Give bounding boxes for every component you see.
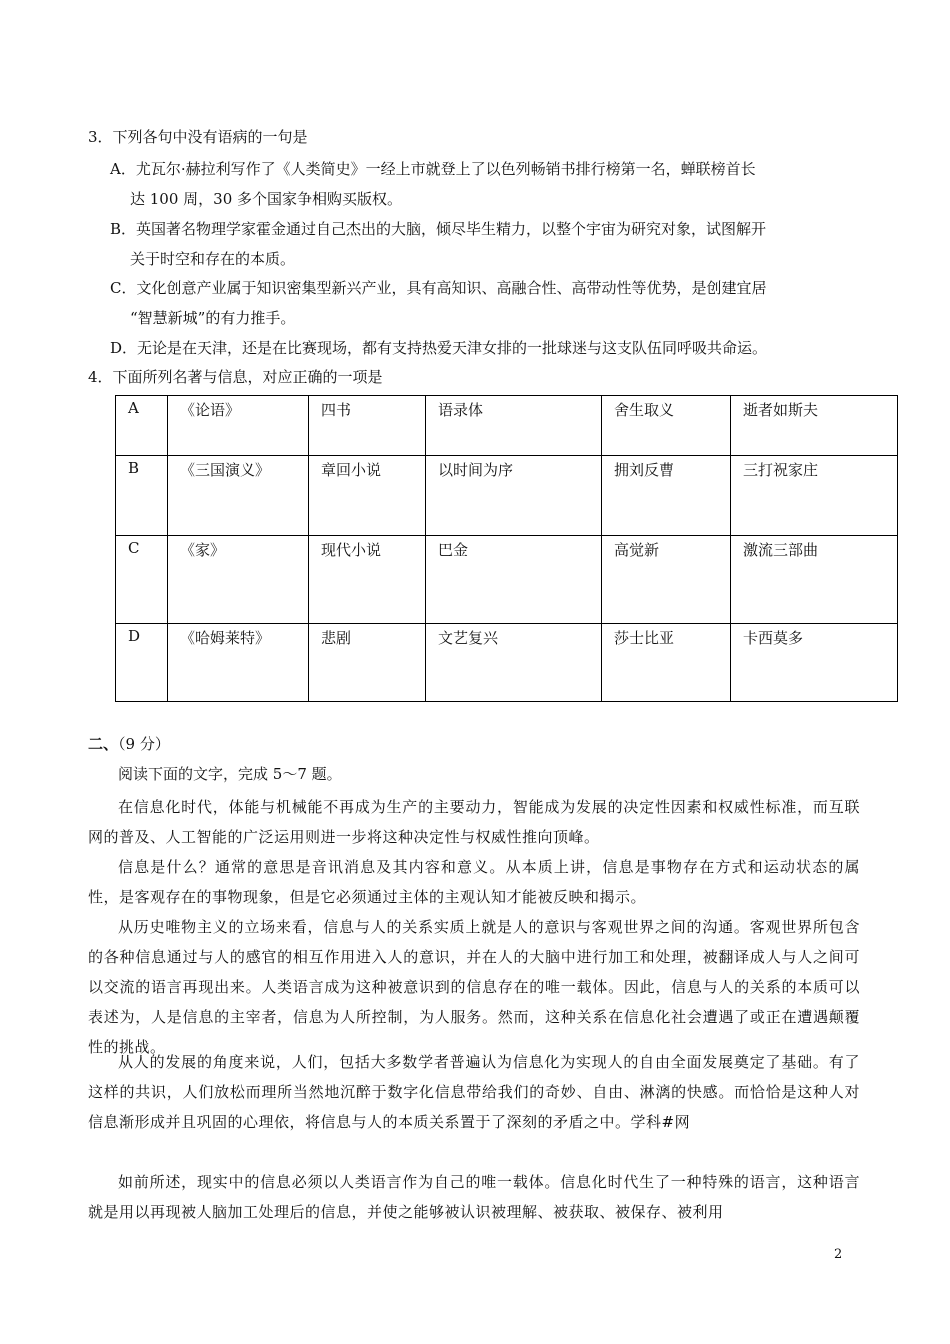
table-cell: 激流三部曲 — [731, 536, 898, 624]
reading-instruction: 阅读下面的文字，完成 5～7 题。 — [118, 765, 342, 783]
table-cell: B — [116, 456, 168, 536]
passage-paragraph-1: 在信息化时代，体能与机械能不再成为生产的主要动力，智能成为发展的决定性因素和权威性标准，而互联网的普及、人工智能的广泛运用则进一步将这种决定性与权威性推向顶峰。 — [88, 798, 860, 846]
passage-paragraph-2: 信息是什么？通常的意思是音讯消息及其内容和意义。从本质上讲，信息是事物存在方式和运动状态的属性，是客观存在的事物现象，但是它必须通过主体的主观认知才能被反映和揭示。 — [88, 858, 860, 906]
question-4-stem: 4．下面所列名著与信息，对应正确的一项是 — [88, 368, 383, 386]
section-2-score: （9 分） — [118, 735, 170, 753]
table-cell: 四书 — [309, 396, 426, 456]
table-cell: 《哈姆莱特》 — [168, 624, 309, 702]
table-cell: D — [116, 624, 168, 702]
option-b-line1: B．英国著名物理学家霍金通过自己杰出的大脑，倾尽毕生精力，以整个宇宙为研究对象，试图解开 — [110, 220, 767, 238]
table-cell: 《家》 — [168, 536, 309, 624]
table-row — [116, 536, 898, 624]
table-cell: 拥刘反曹 — [602, 456, 731, 536]
works-info-table — [115, 395, 898, 702]
table-cell: 卡西莫多 — [731, 624, 898, 702]
table-cell: 《论语》 — [168, 396, 309, 456]
passage-paragraph-5: 如前所述，现实中的信息必须以人类语言作为自己的唯一载体。信息化时代生了一种特殊的语言，这种语言就是用以再现被人脑加工处理后的信息，并使之能够被认识被理解、被获取、被保存、被利用 — [88, 1173, 860, 1221]
table-cell: 高觉新 — [602, 536, 731, 624]
option-a-line1: A．尤瓦尔·赫拉利写作了《人类简史》一经上市就登上了以色列畅销书排行榜第一名，蝉联榜首长 — [110, 160, 756, 178]
table-cell: 以时间为序 — [426, 456, 602, 536]
option-b-line2: 关于时空和存在的本质。 — [130, 250, 296, 268]
table-cell: 莎士比亚 — [602, 624, 731, 702]
table-cell: 悲剧 — [309, 624, 426, 702]
option-c-line2: “智慧新城”的有力推手。 — [130, 309, 296, 327]
table-cell: 逝者如斯夫 — [731, 396, 898, 456]
question-3-stem: 3．下列各句中没有语病的一句是 — [88, 128, 308, 146]
table-row — [116, 396, 898, 456]
passage-paragraph-3: 从历史唯物主义的立场来看，信息与人的关系实质上就是人的意识与客观世界之间的沟通。客观世界所包含的各种信息通过与人的感官的相互作用进入人的意识，并在人的大脑中进行加工和处理，被翻译成人与人之间可以交流的语言再现出来。人类语言成为这种被意识到的信息存在的唯一载体。因此，信息与人的关系的本质可以表述为，人是信息的主宰者，信息为人所控制，为人服务。然而，这种关系在信息化社会遭遇了或正在遭遇颠覆性的挑战。 — [88, 918, 860, 1056]
table-cell: 三打祝家庄 — [731, 456, 898, 536]
section-2-number: 二、 — [88, 735, 119, 753]
table-cell: 语录体 — [426, 396, 602, 456]
table-cell: 现代小说 — [309, 536, 426, 624]
table-cell: C — [116, 536, 168, 624]
table-cell: 《三国演义》 — [168, 456, 309, 536]
section-2-heading — [88, 732, 170, 756]
option-c-line1: C．文化创意产业属于知识密集型新兴产业，具有高知识、高融合性、高带动性等优势，是创建宜居 — [110, 279, 767, 297]
passage-paragraph-4: 从人的发展的角度来说，人们，包括大多数学者普遍认为信息化为实现人的自由全面发展奠定了基础。有了这样的共识，人们放松而理所当然地沉醉于数字化信息带给我们的奇妙、自由、淋漓的快感。而恰恰是这种人对信息渐形成并且巩固的心理依，将信息与人的本质关系置于了深刻的矛盾之中。学科#网 — [88, 1053, 860, 1131]
table-cell: 巴金 — [426, 536, 602, 624]
table-row — [116, 624, 898, 702]
table-cell: 舍生取义 — [602, 396, 731, 456]
table-row — [116, 456, 898, 536]
table-cell: A — [116, 396, 168, 456]
page-number: 2 — [834, 1247, 843, 1262]
table-cell: 章回小说 — [309, 456, 426, 536]
option-d-line1: D．无论是在天津，还是在比赛现场，都有支持热爱天津女排的一批球迷与这支队伍同呼吸共命运。 — [110, 339, 768, 357]
option-a-line2: 达 100 周，30 多个国家争相购买版权。 — [130, 190, 403, 208]
table-cell: 文艺复兴 — [426, 624, 602, 702]
